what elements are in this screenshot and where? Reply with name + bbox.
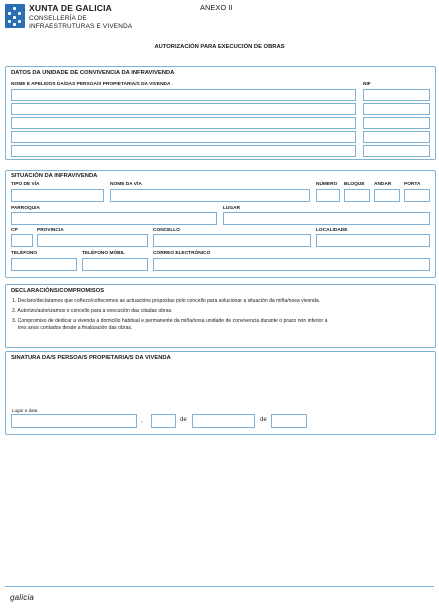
de-separator-1: de <box>180 417 187 423</box>
tipo-via-field[interactable] <box>11 189 104 202</box>
provincia-label: PROVINCIA <box>37 228 64 233</box>
concello-label: CONCELLO <box>153 228 180 233</box>
owner-name-field[interactable] <box>11 145 356 157</box>
porta-field[interactable] <box>404 189 430 202</box>
correo-label: CORREO ELECTRÓNICO <box>153 251 211 256</box>
concello-field[interactable] <box>153 234 311 247</box>
place-field[interactable] <box>11 414 137 428</box>
owner-nif-field[interactable] <box>363 117 430 129</box>
nif-label: NIF <box>363 82 371 87</box>
andar-label: ANDAR <box>374 182 392 187</box>
declaration-2: 2. Autorizo/autorizamos o concello para a execución das citadas obras. <box>12 308 173 314</box>
telefono-mobil-label: TELÉFONO MÓBIL <box>82 251 125 256</box>
declarations-section <box>5 284 436 348</box>
declaration-3: 3. Compromiso de dedicar a vivenda a domicilio habitual e permanente da miña/nosa unidade de convivencia durante o prazo non inferior a <box>12 318 328 324</box>
place-date-label: Lugar e data <box>12 408 38 413</box>
location-section <box>5 170 436 278</box>
owners-heading: DATOS DA UNIDADE DE CONVIVENCIA DA INFRAVIVENDA <box>11 70 175 76</box>
owner-name-field[interactable] <box>11 89 356 101</box>
annex-label: ANEXO II <box>200 3 233 12</box>
department-line-1: CONSELLERÍA DE <box>29 15 87 22</box>
department-line-2: INFRAESTRUTURAS E VIVENDA <box>29 23 133 30</box>
localidade-label: LOCALIDADE <box>316 228 348 233</box>
owner-name-field[interactable] <box>11 131 356 143</box>
footer-divider <box>5 586 434 587</box>
year-field[interactable] <box>271 414 307 428</box>
de-separator-2: de <box>260 417 267 423</box>
tipo-via-label: TIPO DE VÍA <box>11 182 40 187</box>
correo-field[interactable] <box>153 258 430 271</box>
day-field[interactable] <box>151 414 176 428</box>
signature-section <box>5 351 436 435</box>
bloque-label: BLOQUE <box>344 182 365 187</box>
owner-nif-field[interactable] <box>363 145 430 157</box>
telefono-label: TELÉFONO <box>11 251 38 256</box>
parroquia-field[interactable] <box>11 212 217 225</box>
month-field[interactable] <box>192 414 255 428</box>
comma-separator: , <box>141 418 143 424</box>
numero-label: NÚMERO <box>316 182 338 187</box>
document-title: AUTORIZACIÓN PARA EXECUCIÓN DE OBRAS <box>154 44 285 50</box>
galicia-footer-logo: galicia <box>10 593 35 602</box>
cp-label: CP <box>11 228 18 233</box>
org-name: XUNTA DE GALICIA <box>29 3 113 13</box>
provincia-field[interactable] <box>37 234 148 247</box>
bloque-field[interactable] <box>344 189 370 202</box>
owners-section <box>5 66 436 160</box>
owner-nif-field[interactable] <box>363 131 430 143</box>
owner-name-label: NOME E APELIDOS DA/DAS PERSOA/S PROPIETARIA/S DA VIVENDA <box>11 82 171 87</box>
owner-nif-field[interactable] <box>363 89 430 101</box>
nome-via-field[interactable] <box>110 189 310 202</box>
owner-nif-field[interactable] <box>363 103 430 115</box>
lugar-field[interactable] <box>223 212 430 225</box>
telefono-mobil-field[interactable] <box>82 258 148 271</box>
numero-field[interactable] <box>316 189 340 202</box>
parroquia-label: PARROQUIA <box>11 206 40 211</box>
department-name <box>29 15 132 31</box>
localidade-field[interactable] <box>316 234 430 247</box>
declarations-heading: DECLARACIÓNS/COMPROMISOS <box>11 288 105 294</box>
signature-heading: SINATURA DA/S PERSOA/S PROPIETARIA/S DA VIVENDA <box>11 355 171 361</box>
andar-field[interactable] <box>374 189 400 202</box>
lugar-label: LUGAR <box>223 206 241 211</box>
declaration-3-continued: tres anos contados desde a finalización das obras. <box>18 325 133 331</box>
owner-name-field[interactable] <box>11 103 356 115</box>
telefono-field[interactable] <box>11 258 77 271</box>
owner-name-field[interactable] <box>11 117 356 129</box>
declaration-1: 1. Declaro/declaramos que coñezo/coñecemos as actuacións propostas polo concello para solucionar a situación da miña/nosa vivenda. <box>12 298 321 304</box>
location-heading: SITUACIÓN DA INFRAVIVENDA <box>11 173 98 179</box>
nome-via-label: NOME DA VÍA <box>110 182 142 187</box>
cp-field[interactable] <box>11 234 33 247</box>
xunta-logo-icon <box>5 4 25 28</box>
porta-label: PORTA <box>404 182 421 187</box>
